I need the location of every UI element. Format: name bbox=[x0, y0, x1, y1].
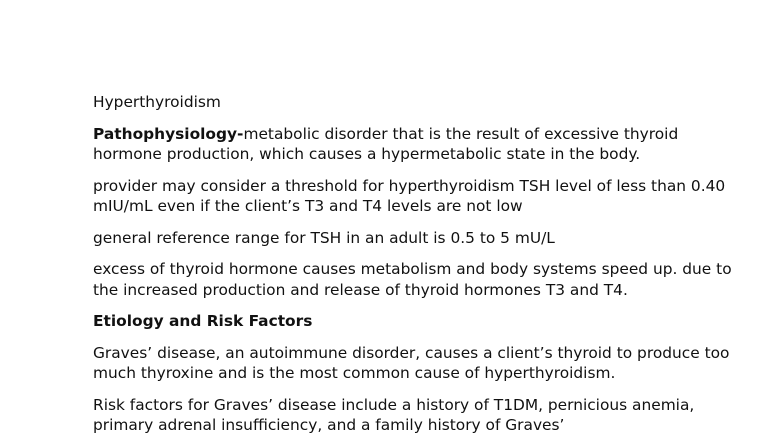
graves-paragraph: Graves’ disease, an autoimmune disorder, causes a client’s thyroid to produce too much thyroxine and is the most common cause of hyperthyroidism. bbox=[93, 343, 730, 382]
pathophysiology-text: metabolic disorder that is the result of excessive thyroid hormone production, which causes a hypermetabolic state in the body. bbox=[93, 124, 679, 163]
pathophysiology-label: Pathophysiology- bbox=[93, 124, 244, 143]
document-body bbox=[93, 92, 733, 441]
pathophysiology-paragraph bbox=[93, 124, 733, 165]
tsh-threshold-paragraph: provider may consider a threshold for hyperthyroidism TSH level of less than 0.40 mIU/mL even if the client’s T3 and T4 levels are not low bbox=[93, 176, 726, 215]
metabolism-paragraph: excess of thyroid hormone causes metabolism and body systems speed up. due to the increased production and release of thyroid hormones T3 and T4. bbox=[93, 260, 732, 299]
risk-factors-paragraph: Risk factors for Graves’ disease include a history of T1DM, pernicious anemia, primary adrenal insufficiency, and a family history of Graves’ bbox=[93, 395, 695, 434]
etiology-heading: Etiology and Risk Factors bbox=[93, 312, 313, 330]
document-title: Hyperthyroidism bbox=[93, 93, 221, 111]
tsh-reference-paragraph: general reference range for TSH in an adult is 0.5 to 5 mU/L bbox=[93, 228, 555, 247]
